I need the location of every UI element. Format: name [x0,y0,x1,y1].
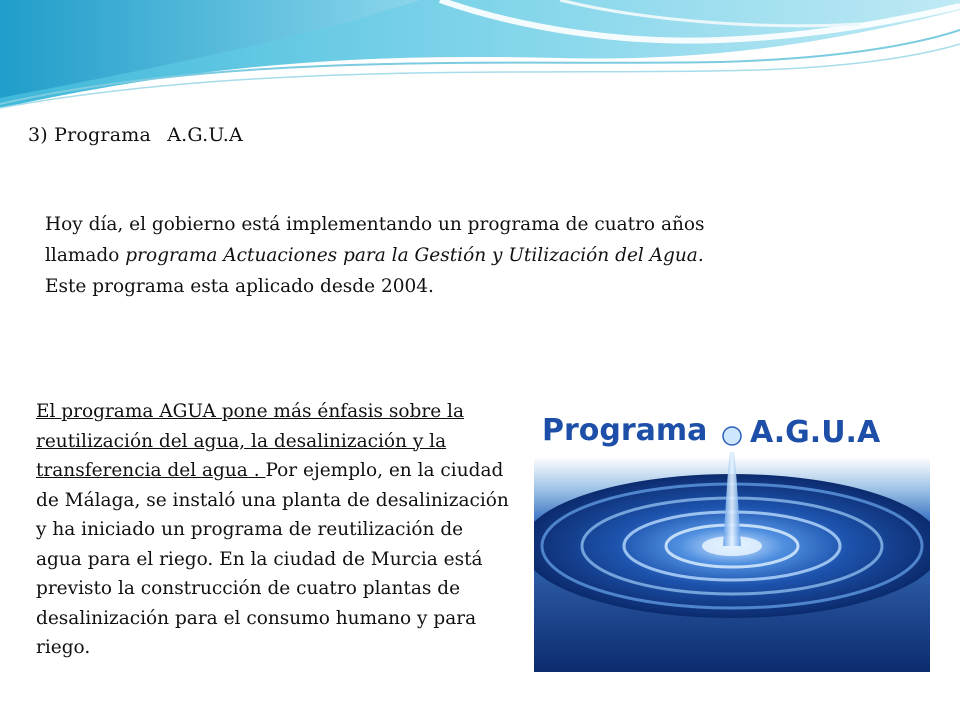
logo-word-programa: Programa [542,413,708,448]
body-paragraph [36,397,511,663]
heading-program-name: A.G.U.A [167,124,243,146]
intro-text-start: Hoy día, el gobierno está implementando un programa de cuatro años llamado [45,214,705,266]
water-drop-illustration [534,396,930,672]
intro-text-end: Este programa esta aplicado desde 2004. [45,276,434,297]
heading-prefix: Programa [54,124,151,146]
intro-paragraph [45,209,705,302]
wave-header-decoration [0,0,960,130]
agua-logo-image [534,396,930,672]
body-emphasis-underlined: El programa AGUA pone más énfasis sobre la reutilización del agua, la desalinización y la transferencia del agua . [36,401,464,481]
intro-program-title: programa Actuaciones para la Gestión y Utilización del Agua. [125,245,704,266]
slide-heading [28,124,243,146]
logo-acronym-agua: A.G.U.A [750,415,881,450]
body-text-rest: Por ejemplo, en la ciudad de Málaga, se instaló una planta de desalinización y ha iniciado un programa de reutilización de agua para el riego. En la ciudad de Murcia está previsto la construcción de cuatro plantas de desalinización para el consumo humano y para riego. [36,460,509,658]
heading-number: 3) [28,124,48,146]
